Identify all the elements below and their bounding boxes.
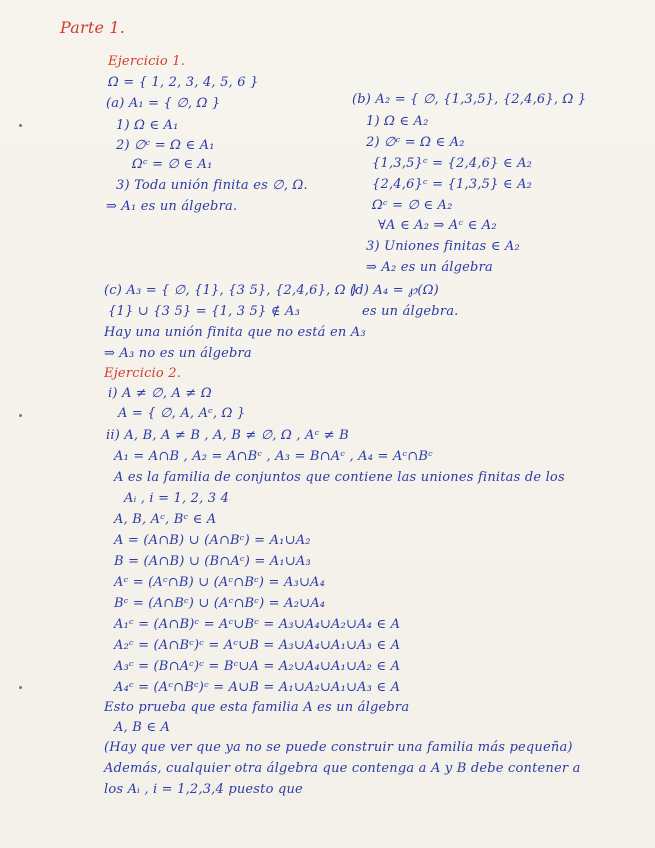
ex2-line: los Aᵢ , i = 1,2,3,4 puesto que <box>104 782 303 797</box>
ex2-line: A₁ = A∩B , A₂ = A∩Bᶜ , A₃ = B∩Aᶜ , A₄ = Aᶜ∩Bᶜ <box>114 449 433 464</box>
ex1-b-line: (b) A₂ = { ∅, {1,3,5}, {2,4,6}, Ω } <box>352 92 587 107</box>
ex2-line: A = { ∅, A, Aᶜ, Ω } <box>118 406 246 421</box>
punch-hole <box>19 414 22 417</box>
ex1-d-line: (d) A₄ = ℘(Ω) <box>350 283 439 298</box>
page-title: Parte 1. <box>60 18 126 37</box>
ex1-a-line: 2) ∅ᶜ = Ω ∈ A₁ <box>116 138 215 153</box>
ex1-a-line: 3) Toda unión finita es ∅, Ω. <box>116 178 308 193</box>
ex2-line: A, B, Aᶜ, Bᶜ ∈ A <box>114 512 217 527</box>
ex2-line: Bᶜ = (A∩Bᶜ) ∪ (Aᶜ∩Bᶜ) = A₂∪A₄ <box>114 596 326 611</box>
ex1-b-line: {2,4,6}ᶜ = {1,3,5} ∈ A₂ <box>372 177 533 192</box>
ex1-b-line: 3) Uniones finitas ∈ A₂ <box>366 239 520 254</box>
ex2-heading: Ejercicio 2. <box>104 366 182 381</box>
ex1-c-line: ⇒ A₃ no es un álgebra <box>104 346 252 361</box>
ex1-c-line: Hay una unión finita que no está en A₃ <box>104 325 366 340</box>
ex2-line: Esto prueba que esta familia A es un álgebra <box>104 700 410 715</box>
punch-hole <box>19 686 22 689</box>
ex2-line: i) A ≠ ∅, A ≠ Ω <box>108 386 212 401</box>
ex2-line: B = (A∩B) ∪ (B∩Aᶜ) = A₁∪A₃ <box>114 554 311 569</box>
ex1-c-line: (c) A₃ = { ∅, {1}, {3 5}, {2,4,6}, Ω } <box>104 283 359 298</box>
ex2-line: A es la familia de conjuntos que contiene las uniones finitas de los <box>114 470 565 485</box>
ex1-b-line: {1,3,5}ᶜ = {2,4,6} ∈ A₂ <box>372 156 533 171</box>
ex2-line: Además, cualquier otra álgebra que contenga a A y B debe contener a <box>104 761 581 776</box>
ex2-line: A, B ∈ A <box>114 720 171 735</box>
ex1-a-line: 1) Ω ∈ A₁ <box>116 118 179 133</box>
ex2-line: (Hay que ver que ya no se puede construir una familia más pequeña) <box>104 740 573 755</box>
ex2-line: A₂ᶜ = (A∩Bᶜ)ᶜ = Aᶜ∪B = A₃∪A₄∪A₁∪A₃ ∈ A <box>114 638 401 653</box>
ex1-a-line: (a) A₁ = { ∅, Ω } <box>106 96 221 111</box>
punch-hole <box>19 124 22 127</box>
ex2-line: Aᶜ = (Aᶜ∩B) ∪ (Aᶜ∩Bᶜ) = A₃∪A₄ <box>114 575 326 590</box>
ex2-line: Aᵢ , i = 1, 2, 3 4 <box>124 491 230 506</box>
ex1-b-line: 1) Ω ∈ A₂ <box>366 114 429 129</box>
ex1-b-line: ⇒ A₂ es un álgebra <box>366 260 493 275</box>
ex2-line: A₄ᶜ = (Aᶜ∩Bᶜ)ᶜ = A∪B = A₁∪A₂∪A₁∪A₃ ∈ A <box>114 680 401 695</box>
ex1-a-line: Ωᶜ = ∅ ∈ A₁ <box>132 157 213 172</box>
ex2-line: A = (A∩B) ∪ (A∩Bᶜ) = A₁∪A₂ <box>114 533 311 548</box>
ex1-a-line: ⇒ A₁ es un álgebra. <box>106 199 238 214</box>
ex1-b-line: 2) ∅ᶜ = Ω ∈ A₂ <box>366 135 465 150</box>
ex1-omega: Ω = { 1, 2, 3, 4, 5, 6 } <box>108 75 259 90</box>
ex2-line: A₁ᶜ = (A∩B)ᶜ = Aᶜ∪Bᶜ = A₃∪A₄∪A₂∪A₄ ∈ A <box>114 617 401 632</box>
ex1-heading: Ejercicio 1. <box>108 54 186 69</box>
ex1-d-line: es un álgebra. <box>362 304 459 319</box>
ex1-c-line: {1} ∪ {3 5} = {1, 3 5} ∉ A₃ <box>108 304 300 319</box>
ex1-b-line: ∀A ∈ A₂ ⇒ Aᶜ ∈ A₂ <box>378 218 497 233</box>
ex2-line: A₃ᶜ = (B∩Aᶜ)ᶜ = Bᶜ∪A = A₂∪A₄∪A₁∪A₂ ∈ A <box>114 659 401 674</box>
ex1-b-line: Ωᶜ = ∅ ∈ A₂ <box>372 198 453 213</box>
ex2-line: ii) A, B, A ≠ B , A, B ≠ ∅, Ω , Aᶜ ≠ B <box>106 428 349 443</box>
